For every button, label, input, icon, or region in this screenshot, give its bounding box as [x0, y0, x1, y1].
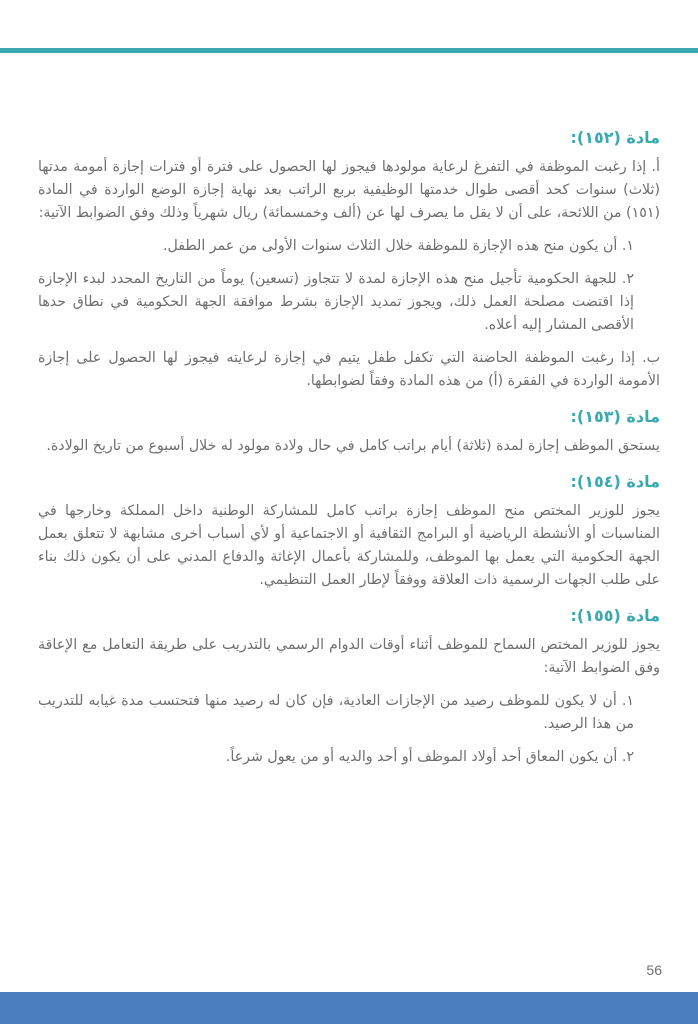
article-heading: مادة (١٥٢): [570, 128, 660, 147]
clause-b: ب. إذا رغبت الموظفة الحاضنة التي تكفل طفل يتيم في إجازة لرعايته فيجوز لها الحصول على إجازة الأمومة الواردة في الفقرة (أ) من هذه المادة وفقاً لضوابطها. [38, 350, 660, 389]
clause-a-item-2: ٢. للجهة الحكومية تأجيل منح هذه الإجازة لمدة لا تتجاوز (تسعين) يوماً من التاريخ المحدد لبدء الإجازة إذا اقتضت مصلحة العمل ذلك، ويجوز تمديد الإجازة بشرط موافقة الجهة الحكومية في نطاق حدها الأقصى المشار إليه أعلاه. [38, 271, 634, 333]
bottom-bar [0, 992, 698, 1024]
article-153 [38, 407, 660, 458]
clause-a-item-1: ١. أن يكون منح هذه الإجازة للموظفة خلال الثلاث سنوات الأولى من عمر الطفل. [162, 238, 634, 254]
article-text: يجوز للوزير المختص منح الموظف إجازة براتب كامل للمشاركة الوطنية داخل المملكة وخارجها في المناسبات أو الأنشطة الرياضية أو البرامج الثقافية أو الاجتماعية أو لأي أسباب أخرى مشابهة لا تتعلق بعمل الجهة الحكومية التي يعمل بها الموظف، وللمشاركة بأعمال الإغاثة والدفاع المدني على أن يكون ذلك بناء على طلب الجهات الرسمية ذات العلاقة ووفقاً لإطار العمل التنظيمي. [38, 503, 660, 588]
document-body [38, 128, 660, 779]
article-152 [38, 128, 660, 393]
article-heading: مادة (١٥٤): [570, 472, 660, 491]
top-rule [0, 48, 698, 53]
article-154 [38, 472, 660, 592]
article-heading: مادة (١٥٣): [570, 407, 660, 426]
clause-a: أ. إذا رغبت الموظفة في التفرغ لرعاية مولودها فيجوز لها الحصول على فترة أو فترات إجازة أمومة مدتها (ثلاث) سنوات كحد أقصى طوال خدمتها الوظيفية بربع الراتب بعد نهاية إجازة الوضع الواردة في المادة (١٥١) من اللائحة، على أن لا يقل ما يصرف لها عن (ألف وخمسمائة) ريال شهرياً وذلك وفق الضوابط الآتية: [38, 159, 660, 221]
article-text: يستحق الموظف إجازة لمدة (ثلاثة) أيام براتب كامل في حال ولادة مولود له خلال أسبوع من تاريخ الولادة. [46, 438, 660, 454]
article-heading: مادة (١٥٥): [570, 606, 660, 625]
article-item-2: ٢. أن يكون المعاق أحد أولاد الموظف أو أحد والديه أو من يعول شرعاً. [225, 749, 634, 765]
article-text: يجوز للوزير المختص السماح للموظف أثناء أوقات الدوام الرسمي بالتدريب على طريقة التعامل مع الإعاقة وفق الضوابط الآتية: [38, 637, 660, 676]
article-155 [38, 606, 660, 769]
article-item-1: ١. أن لا يكون للموظف رصيد من الإجازات العادية، فإن كان له رصيد منها فتحتسب مدة غيابه للتدريب من هذا الرصيد. [38, 693, 634, 732]
page-number: 56 [646, 962, 662, 978]
